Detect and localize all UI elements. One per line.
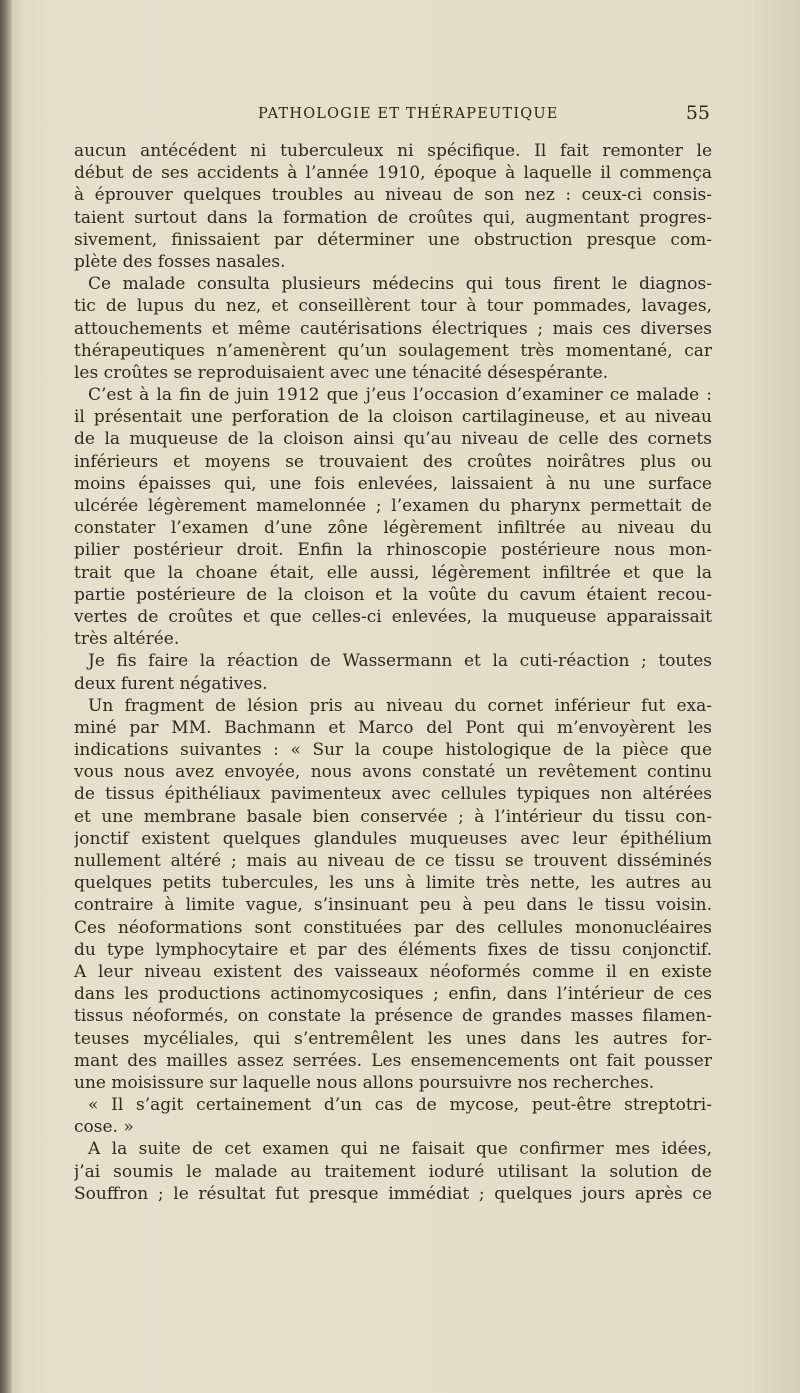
text-line: miné par MM. Bachmann et Marco del Pont qui m’envoyèrent les — [74, 717, 712, 738]
text-line: vous nous avez envoyée, nous avons constaté un revêtement continu — [74, 762, 712, 783]
text-line: de la muqueuse de la cloison ainsi qu’au niveau de celle des cornets — [74, 429, 712, 450]
text-line: début de ses accidents à l’année 1910, époque à laquelle il commença — [74, 163, 712, 184]
text-line: tic de lupus du nez, et conseillèrent tour à tour pommades, lavages, — [74, 296, 712, 317]
text-line: ulcérée légèrement mamelonnée ; l’examen du pharynx permettait de — [74, 496, 712, 516]
text-line: thérapeutiques n’amenèrent qu’un soulagement très momentané, car — [74, 340, 712, 361]
text-line: pilier postérieur droit. Enfin la rhinoscopie postérieure nous mon- — [74, 540, 712, 561]
text-line: jonctif existent quelques glandules muqueuses avec leur épithélium — [74, 828, 712, 849]
text-line: trait que la choane était, elle aussi, légèrement infiltrée et que la — [74, 562, 712, 583]
text-line: j’ai soumis le malade au traitement ioduré utilisant la solution de — [74, 1161, 712, 1182]
text-line: mant des mailles assez serrées. Les ensemencements ont fait pousser — [74, 1050, 712, 1071]
text-line: Ce malade consulta plusieurs médecins qui tous firent le diagnos- — [88, 274, 712, 295]
text-line: cose. » — [74, 1117, 134, 1138]
text-line: Souffron ; le résultat fut presque immédiat ; quelques jours après ce — [74, 1183, 712, 1204]
text-line: de tissus épithéliaux pavimenteux avec cellules typiques non altérées — [74, 784, 712, 805]
text-line: vertes de croûtes et que celles-ci enlevées, la muqueuse apparaissait — [74, 606, 712, 627]
text-line: dans les productions actinomycosiques ; enfin, dans l’intérieur de ces — [74, 984, 712, 1005]
text-line: et une membrane basale bien conservée ; à l’intérieur du tissu con- — [74, 806, 712, 827]
text-line: Je fis faire la réaction de Wassermann et la cuti-réaction ; toutes — [88, 651, 712, 672]
text-line: inférieurs et moyens se trouvaient des croûtes noirâtres plus ou — [74, 451, 712, 472]
running-head: PATHOLOGIE ET THÉRAPEUTIQUE — [258, 106, 559, 122]
text-line: nullement altéré ; mais au niveau de ce tissu se trouvent disséminés — [74, 851, 712, 871]
text-line: teuses mycéliales, qui s’entremêlent les unes dans les autres for- — [74, 1028, 712, 1049]
book-spine-shadow — [0, 0, 12, 1393]
text-line: A la suite de cet examen qui ne faisait que confirmer mes idées, — [88, 1139, 712, 1160]
text-line: A leur niveau existent des vaisseaux néoformés comme il en existe — [74, 961, 712, 982]
text-line: sivement, finissaient par déterminer une obstruction presque com- — [74, 229, 712, 250]
text-line: à éprouver quelques troubles au niveau de son nez : ceux-ci consis- — [74, 185, 712, 206]
text-line: indications suivantes : « Sur la coupe histologique de la pièce que — [74, 740, 712, 761]
text-line: tissus néoformés, on constate la présence de grandes masses filamen- — [74, 1006, 712, 1027]
text-line: aucun antécédent ni tuberculeux ni spécifique. Il fait remonter le — [74, 141, 712, 161]
text-line: très altérée. — [74, 629, 180, 650]
text-line: du type lymphocytaire et par des éléments fixes de tissu conjonctif. — [74, 939, 712, 960]
text-line: il présentait une perforation de la cloison cartilagineuse, et au niveau — [74, 407, 712, 428]
page-header — [60, 102, 710, 128]
body-text — [74, 140, 712, 1205]
text-line: C’est à la fin de juin 1912 que j’eus l’occasion d’examiner ce malade : — [88, 385, 712, 406]
text-line: quelques petits tubercules, les uns à limite très nette, les autres au — [74, 873, 712, 894]
text-line: contraire à limite vague, s’insinuant peu à peu dans le tissu voisin. — [74, 895, 712, 916]
text-line: constater l’examen d’une zône légèrement infiltrée au niveau du — [74, 518, 712, 539]
text-line: moins épaisses qui, une fois enlevées, laissaient à nu une surface — [74, 473, 712, 494]
text-line: les croûtes se reproduisaient avec une ténacité désespérante. — [74, 362, 609, 383]
text-line: Un fragment de lésion pris au niveau du cornet inférieur fut exa- — [88, 695, 712, 716]
text-line: taient surtout dans la formation de croûtes qui, augmentant progres- — [74, 207, 712, 228]
text-line: une moisissure sur laquelle nous allons poursuivre nos recherches. — [74, 1072, 655, 1093]
page-number: 55 — [685, 102, 710, 124]
text-line: partie postérieure de la cloison et la voûte du cavum étaient recou- — [74, 584, 712, 605]
text-line: Ces néoformations sont constituées par des cellules mononucléaires — [74, 917, 712, 938]
text-line: plète des fosses nasales. — [74, 251, 286, 272]
text-line: « Il s’agit certainement d’un cas de mycose, peut-être streptotri- — [88, 1095, 712, 1116]
text-line: deux furent négatives. — [74, 673, 268, 694]
text-line: attouchements et même cautérisations électriques ; mais ces diverses — [74, 318, 712, 339]
